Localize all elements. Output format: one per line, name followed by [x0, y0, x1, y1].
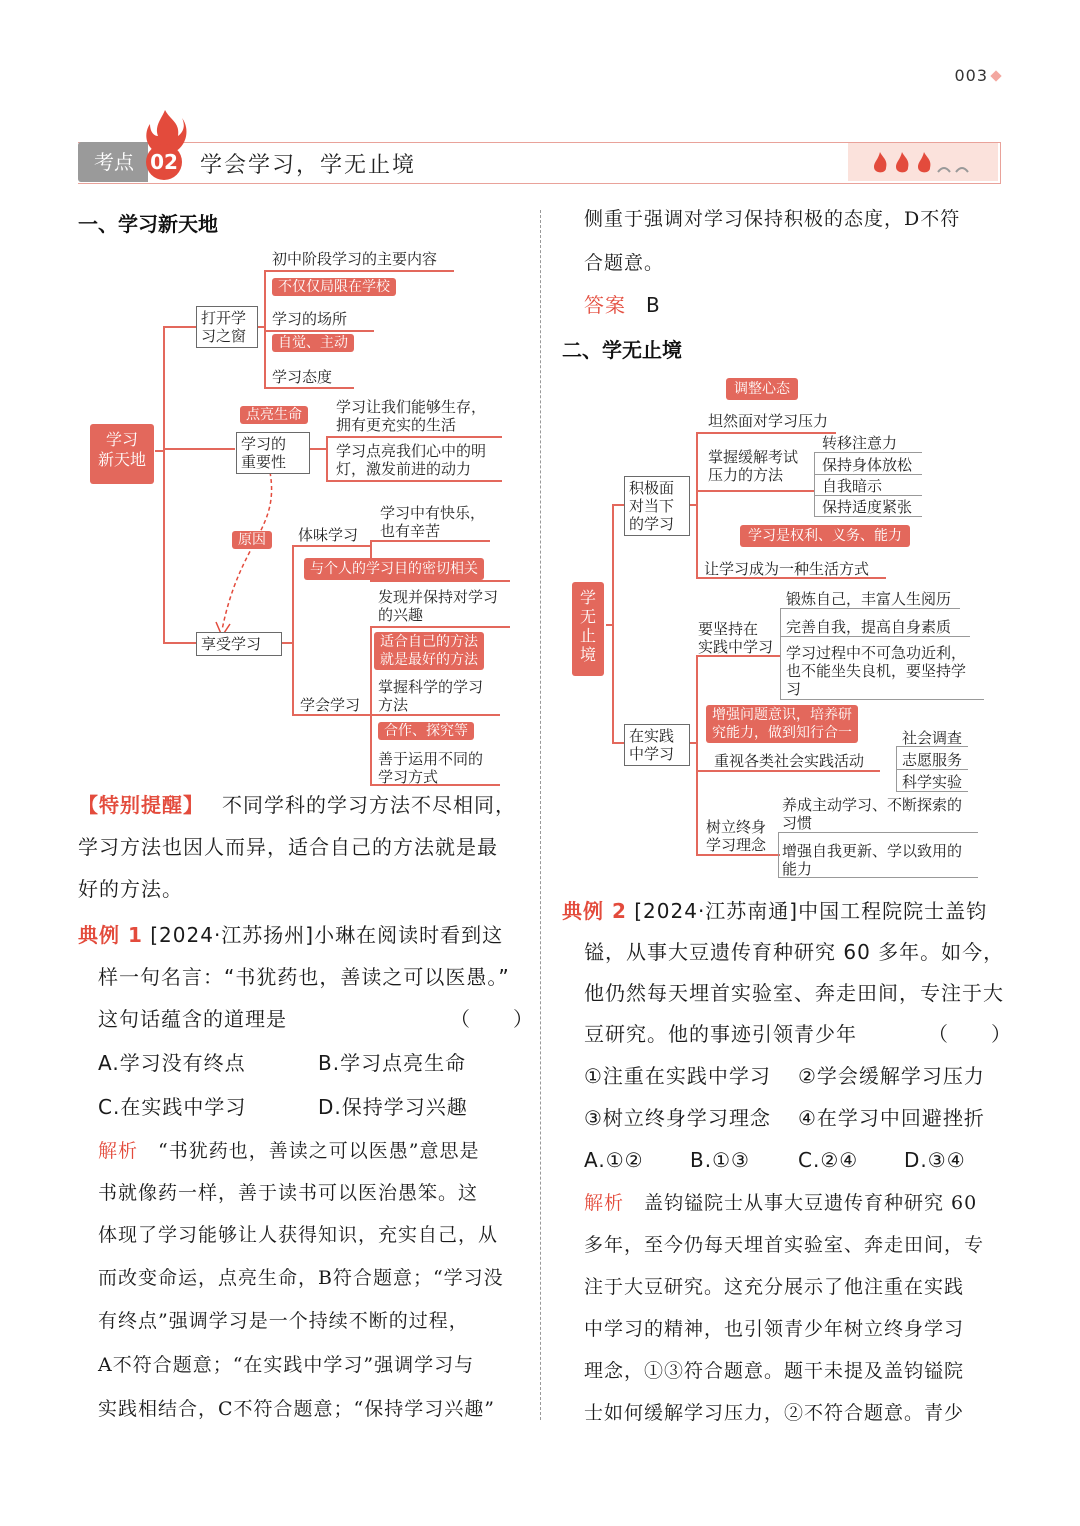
s2-branch1-label: 积极面 对当下 的学习 [624, 476, 690, 536]
connector [326, 436, 502, 438]
s2-branch1-tag: 调整心态 [726, 378, 798, 400]
connector [264, 330, 374, 332]
example2-option-a: A.①② [584, 1148, 644, 1172]
section2-title: 二、学无止境 [562, 338, 682, 362]
s2-activity: 社会调查 [902, 729, 963, 747]
example2-statement-2: ②学会缓解学习压力 [798, 1064, 985, 1088]
example2-line-1: 典例 2 [2024·江苏南通]中国工程院院士盖钧 [562, 899, 988, 923]
sub2-item: 善于运用不同的 学习方式 [378, 750, 484, 786]
connector [326, 436, 328, 482]
right-top-line-1: 侧重于强调对学习保持积极的态度，D不符 [584, 208, 961, 230]
topic-number: 02 [146, 144, 182, 180]
example2-analysis-2: 多年，至今仍每天埋首实验室、奔走田间，专 [584, 1234, 985, 1256]
example1-analysis-6: A不符合题意；“在实践中学习”强调学习与 [98, 1354, 475, 1376]
branch2-item: 学习让我们能够生存， 拥有更充实的生活 [336, 398, 487, 434]
example2-analysis-label: 解析 [584, 1192, 625, 1214]
s2-method-label: 掌握缓解考试 压力的方法 [708, 448, 799, 484]
branch1-item: 学习态度 [272, 368, 333, 386]
example2-line-3: 他仍然每天埋首实验室、奔走田间，专注于大 [584, 981, 1004, 1005]
connector [370, 580, 510, 582]
sub2-highlight: 适合自己的方法 就是最好的方法 [374, 632, 484, 670]
dashed-arrow-icon [210, 470, 280, 640]
sub1-item: 学习中有快乐， 也有辛苦 [380, 504, 486, 540]
connector [264, 387, 354, 389]
example1-line-1: 典例 1 [2024·江苏扬州]小琳在阅读时看到这 [78, 923, 504, 947]
connector [814, 516, 922, 517]
connector [370, 626, 510, 628]
connector [163, 448, 235, 450]
connector [370, 626, 372, 784]
tip-tag: 【特别提醒】 [78, 793, 204, 817]
example1-analysis-5: 有终点”强调学习是一个持续不断的过程， [98, 1310, 469, 1332]
example1-bracket: （ ） [450, 1007, 534, 1031]
branch2-item: 学习点亮我们心中的明 灯，激发前进的动力 [336, 442, 487, 478]
s2-method: 保持身体放松 [822, 456, 913, 474]
example1-analysis-4: 而改变命运，点亮生命，B符合题意；“学习没 [98, 1267, 504, 1289]
connector [612, 504, 614, 744]
sub2-highlight: 合作、探究等 [378, 722, 474, 740]
page-number: 003 [954, 66, 988, 85]
example1-analysis-1: 解析 “书犹药也，善读之可以医愚”意思是 [98, 1140, 480, 1162]
s2-activity-label: 重视各类社会实践活动 [714, 752, 865, 770]
example2-statement-3: ③树立终身学习理念 [584, 1106, 771, 1130]
example2-bracket: （ ） [928, 1022, 1012, 1046]
s2-branch2-label: 在实践 中学习 [624, 724, 690, 766]
sub2-item: 掌握科学的学习 方法 [378, 678, 484, 714]
answer-label: 答案 [584, 293, 626, 317]
connector [896, 791, 968, 792]
map2-root: 学 无 止 境 [572, 582, 604, 676]
answer-line: 答案 B [584, 293, 661, 317]
example1-analysis-3: 体现了学习能够让人获得知识，充实自己，从 [98, 1224, 499, 1246]
s2-branch1-tag2: 学习是权利、义务、能力 [740, 525, 910, 547]
connector [814, 474, 922, 475]
branch2-label: 学习的 重要性 [236, 432, 310, 474]
s2-persist-item: 锻炼自己，丰富人生阅历 [786, 590, 952, 608]
connector [163, 326, 165, 644]
connector [814, 495, 922, 496]
connector [292, 545, 294, 715]
small-flames-icon [872, 150, 982, 176]
s2-activity: 志愿服务 [902, 751, 963, 769]
connector [814, 452, 922, 453]
branch1-item: 初中阶段学习的主要内容 [272, 250, 438, 268]
topic-title: 学会学习，学无止境 [200, 153, 417, 178]
branch2-tag: 点亮生命 [240, 406, 308, 424]
example1-line-3: 这句话蕴含的道理是 [98, 1007, 287, 1031]
s2-method: 转移注意力 [822, 434, 898, 452]
sub1-highlight: 与个人的学习目的密切相关 [304, 558, 484, 580]
s2-branch1-face: 坦然面对学习压力 [708, 412, 829, 430]
s2-branch3-label: 树立终身 学习理念 [706, 818, 767, 854]
connector [780, 636, 970, 637]
example2-option-c: C.②④ [798, 1148, 859, 1172]
example1-label: 典例 1 [78, 923, 143, 947]
connector [778, 832, 978, 833]
example2-analysis-6: 士如何缓解学习压力，②不符合题意。青少 [584, 1402, 965, 1424]
connector [292, 714, 372, 716]
connector [370, 714, 500, 716]
branch1-item: 学习的场所 [272, 310, 348, 328]
connector [778, 832, 779, 878]
example1-option-b: B.学习点亮生命 [318, 1051, 467, 1075]
example1-option-c: C.在实践中学习 [98, 1095, 247, 1119]
example2-statement-4: ④在学习中回避挫折 [798, 1106, 985, 1130]
reason-tag: 原因 [232, 531, 272, 549]
example1-option-d: D.保持学习兴趣 [318, 1095, 468, 1119]
map1-root: 学习 新天地 [90, 424, 154, 484]
example2-option-b: B.①③ [690, 1148, 750, 1172]
s2-branch3-item: 养成主动学习、不断探索的 习惯 [782, 796, 963, 832]
s2-activity: 科学实验 [902, 773, 963, 791]
connector [696, 770, 880, 772]
example1-analysis-label: 解析 [98, 1140, 139, 1162]
connector [696, 655, 698, 855]
example2-statement-1: ①注重在实践中学习 [584, 1064, 771, 1088]
example2-option-d: D.③④ [904, 1148, 966, 1172]
example2-line-2: 镒，从事大豆遗传育种研究 60 多年。如今， [584, 940, 1005, 964]
connector [264, 270, 266, 388]
connector [696, 432, 698, 578]
connector [163, 642, 197, 644]
tip-line-1: 【特别提醒】 不同学科的学习方法不尽相同， [78, 793, 516, 817]
tip-line-2: 学习方法也因人而异，适合自己的方法就是最 [78, 835, 498, 859]
column-divider [540, 210, 541, 1420]
sub2-label: 学会学习 [300, 696, 361, 714]
example1-option-a: A.学习没有终点 [98, 1051, 246, 1075]
example2-analysis-5: 理念，①③符合题意。题干未提及盖钧镒院 [584, 1360, 965, 1382]
s2-method: 保持适度紧张 [822, 498, 913, 516]
connector [780, 608, 960, 609]
branch1-highlight: 不仅仅局限在学校 [272, 278, 396, 296]
s2-persist-label: 要坚持在 实践中学习 [698, 620, 774, 656]
branch1-label: 打开学 习之窗 [196, 306, 258, 348]
example2-analysis-4: 中学习的精神，也引领青少年树立终身学习 [584, 1318, 965, 1340]
connector [696, 854, 780, 856]
connector [696, 490, 814, 492]
example1-analysis-2: 书就像药一样，善于读书可以医治愚笨。这 [98, 1182, 479, 1204]
connector [814, 452, 815, 516]
s2-persist-item: 学习过程中不可急功近利， 也不能坐失良机，要坚持学 习 [786, 644, 967, 698]
right-top-line-2: 合题意。 [584, 252, 665, 274]
s2-branch3-item: 增强自我更新、学以致用的 能力 [782, 842, 963, 878]
connector [612, 504, 624, 506]
connector [264, 270, 454, 272]
connector [292, 545, 372, 547]
connector [780, 699, 984, 700]
example2-line-4: 豆研究。他的事迹引领青少年 [584, 1022, 857, 1046]
connector [326, 480, 502, 482]
connector [370, 540, 490, 542]
connector [696, 432, 836, 434]
branch1-highlight: 自觉、主动 [272, 334, 354, 352]
example1-line-2: 样一句名言：“书犹药也，善读之可以医愚。” [98, 965, 510, 989]
connector [780, 608, 781, 700]
tip-line-3: 好的方法。 [78, 877, 183, 901]
s2-branch1-life: 让学习成为一种生活方式 [704, 560, 870, 578]
sub1-item: 发现并保持对学习 的兴趣 [378, 588, 499, 624]
branch3-label: 享受学习 [196, 632, 282, 656]
s2-persist-item: 完善自我，提高自身素质 [786, 618, 952, 636]
example2-analysis-3: 注于大豆研究。这充分展示了他注重在实践 [584, 1276, 965, 1298]
sub1-label: 体味学习 [298, 526, 359, 544]
connector [896, 769, 968, 770]
section1-title: 一、学习新天地 [78, 212, 218, 236]
example2-label: 典例 2 [562, 899, 627, 923]
topic-tag: 考点 [78, 142, 148, 182]
connector [612, 742, 624, 744]
s2-branch2-tag: 增强问题意识，培养研 究能力，做到知行合一 [706, 705, 858, 743]
s2-method: 自我暗示 [822, 477, 883, 495]
example2-analysis-1: 解析 盖钧镒院士从事大豆遗传育种研究 60 [584, 1192, 978, 1214]
diamond-icon [990, 70, 1001, 81]
connector [163, 326, 197, 328]
example1-analysis-7: 实践相结合，C不符合题意；“保持学习兴趣” [98, 1398, 495, 1420]
